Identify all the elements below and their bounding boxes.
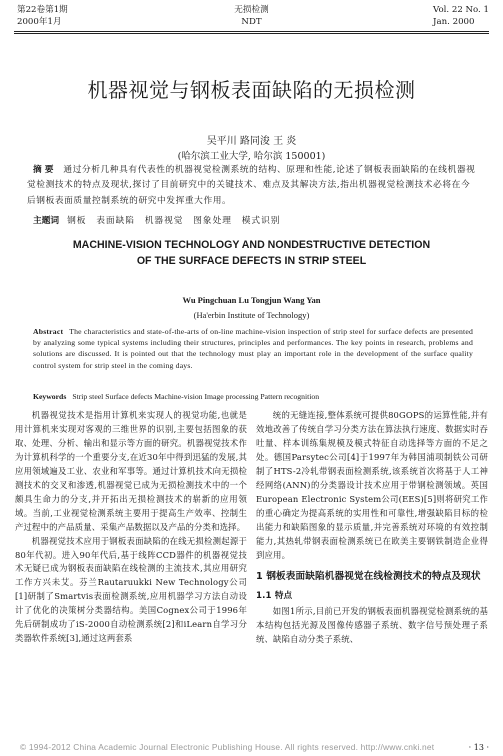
journal-name-en: NDT xyxy=(241,17,262,27)
affiliation-en: (Ha'erbin Institute of Technology) xyxy=(193,310,310,320)
authors-cn: 吴平川 路同浚 王 炎 xyxy=(206,136,297,147)
journal-volume-issue-en xyxy=(433,4,489,28)
body-column-right xyxy=(256,409,488,647)
date-en: Jan. 2000 xyxy=(433,17,475,27)
subsection-heading: 1.1 特点 xyxy=(256,591,293,602)
abstract-cn-label: 摘 要 xyxy=(33,165,54,175)
header-rule-double xyxy=(14,33,489,34)
keywords-en-text: Strip steel Surface defects Machine-vision Image processing Pattern recognition xyxy=(72,392,320,401)
header-rule xyxy=(14,31,489,32)
abstract-cn xyxy=(27,163,477,209)
paper-title-en xyxy=(0,237,503,269)
copyright-footer: © 1994-2012 China Academic Journal Electronic Publishing House. All rights reserved. http://www.cnki.net xyxy=(20,742,435,752)
abstract-cn-text: 通过分析几种具有代表性的机器视觉检测系统的结构、原理和性能,论述了钢板表面缺陷的在线机器视觉检测技术的特点及现状,探讨了目前研究中的关键技术、难点及其解决方法,指出机器视觉检测技术必将在今后钢板表面质量控制系统的研究中发挥重大作用。 xyxy=(27,165,476,206)
body-paragraph: 机器视觉技术是指用计算机来实现人的视觉功能,也就是用计算机来实现对客观的三维世界的识别,主要包括图象的获取、处理、分析、输出和显示等方面的研究。机器视觉技术作为计算机科学的一个重要分支,在近30年中得到迅猛的发展,其应用领域遍及工业、农业和军事等。通过计算机技术向无损检测技术的交叉和渗透,机器视觉已成为无损检测技术中的一个颇具生命力的分支,并开拓出无损检测技术的崭新的应用领域。当前,工业视觉检测系统主要用于提高生产效率、控制生产过程中的产品质量、采集产品数据以及产品的分类和选择。 xyxy=(15,410,247,532)
body-column-left xyxy=(15,409,247,646)
body-paragraph: 机器视觉技术应用于钢板表面缺陷的在线无损检测起源于80年代初。进入90年代后,基于线阵CCD器件的机器视觉技术无疑已成为钢板表面缺陷在线检测的主流技术,其应用研究工作方兴未艾。芬兰Rautaruukki New Technology公司[1]研制了Smartvis表面检测系统,应用机器学习方法自动设计了优化的决策树分类器结构。美国Cognex公司于1996年先后研制成功了iS-2000自动检测系统[2]和iLearn自学习分类器软件系统[3],通过这两套系 xyxy=(15,535,247,644)
keywords-en-label: Keywords xyxy=(33,392,67,401)
journal-name-cn: 无损检测 xyxy=(234,5,269,15)
abstract-en xyxy=(33,326,473,371)
volume-issue-en: Vol. 22 No. 1 xyxy=(433,5,489,15)
keywords-cn-label: 主题词 xyxy=(33,216,60,226)
paper-title-en-line1: MACHINE-VISION TECHNOLOGY AND NONDESTRUCTIVE DETECTION xyxy=(72,239,431,251)
paper-title-en-line2: OF THE SURFACE DEFECTS IN STRIP STEEL xyxy=(136,255,367,267)
abstract-en-label: Abstract xyxy=(33,327,64,336)
date-cn: 2000年1月 xyxy=(17,17,62,27)
abstract-en-text: The characteristics and state-of-the-arts of on-line machine-vision inspection of strip steel for surface defects are presented by analyzing some typical systems including their structures, principles and performances. The key points in research, problems and solutions are discussed. It is pointed out that the technology must play an important role in the development of the surface quality control system for strip steel in the coming days. xyxy=(33,327,473,370)
paper-title-cn: 机器视觉与钢板表面缺陷的无损检测 xyxy=(87,78,416,102)
keywords-en xyxy=(33,392,319,401)
section-heading: 1 钢板表面缺陷机器视觉在线检测技术的特点及现状 xyxy=(256,571,481,583)
body-paragraph: 统的无缝连接,整体系统可提供80GOPS的运算性能,并有效地改善了传统自学习分类方法在算法执行速度、数据实时吞吐量、样本训练集规模及模式特征自动选择等方面的不足之处。德国Parsytec公司[4]于1997年为韩国浦项制铁公司研制了HTS-2冷轧带钢表面检测系统,该系统首次将基于人工神经网络(ANN)的分类器设计技术应用于带钢检测领域。英国European Electronic System公司(EES)[5]则将研究工作的重心确定为提高系统的实用性和可靠性,增强缺陷目标的检出能力和缺陷图象的显示质量,并完善系统对环境的有效控制能力,其热轧带钢表面检测系统已在欧美主要钢铁制造企业得到应用。 xyxy=(256,410,488,560)
keywords-cn-text: 钢板 表面缺陷 机器视觉 图象处理 模式识别 xyxy=(67,216,281,226)
keywords-cn xyxy=(33,214,280,226)
volume-issue-cn: 第22卷第1期 xyxy=(17,5,68,15)
journal-name xyxy=(0,4,503,28)
affiliation-cn: (哈尔滨工业大学, 哈尔滨 150001) xyxy=(177,151,326,162)
authors-en: Wu Pingchuan Lu Tongjun Wang Yan xyxy=(182,295,321,305)
page-number: · 13 · xyxy=(468,743,489,752)
running-header xyxy=(0,0,503,38)
body-paragraph: 如图1所示,目前已开发的钢板表面机器视觉检测系统的基本结构包括光源及图像传感器子系统、数字信号预处理子系统、缺陷自动分类子系统、 xyxy=(256,606,488,645)
